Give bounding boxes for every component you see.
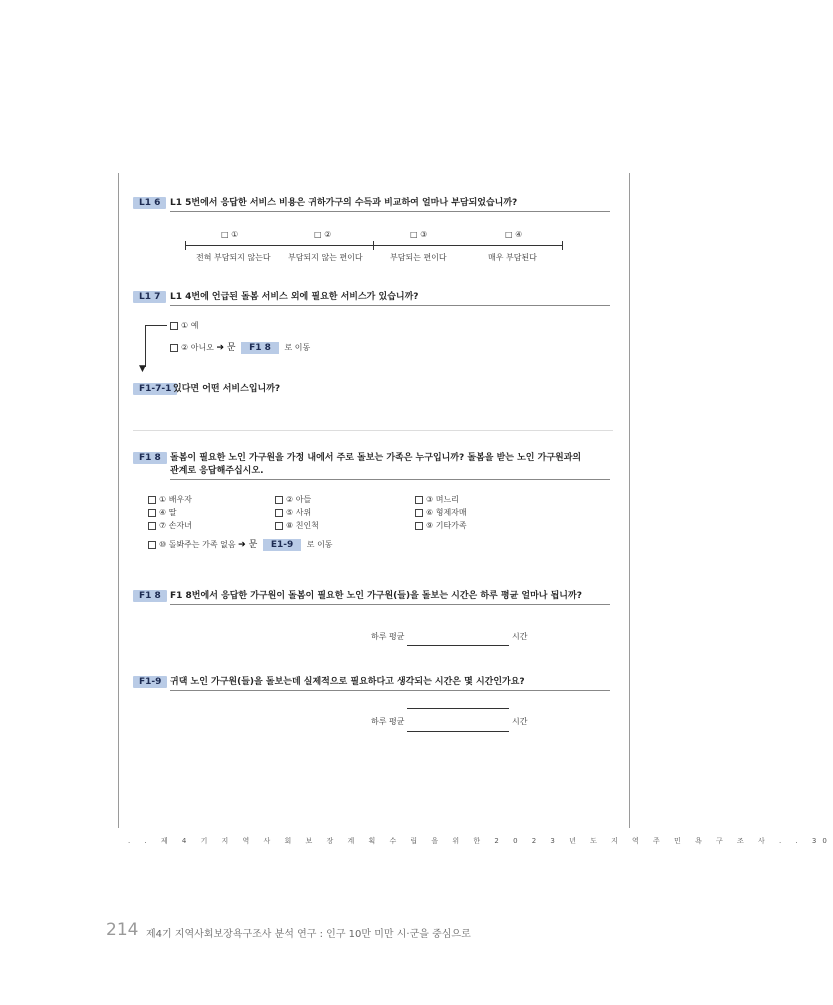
hours-suffix: 시간: [512, 632, 528, 641]
branch-line: [145, 325, 167, 326]
family-option-7[interactable]: ⑦ 손자녀: [148, 520, 192, 531]
question-text-l1-7: L1 4번에 언급된 돌봄 서비스 외에 필요한 서비스가 있습니까?: [170, 292, 419, 302]
scale-line: [185, 245, 563, 246]
branch-line-vertical: [145, 325, 146, 367]
question-underline: [170, 305, 610, 306]
family-option-4[interactable]: ④ 딸: [148, 507, 176, 518]
scale-tick: [562, 241, 563, 250]
arrow-right-icon: ➔ 문: [238, 540, 258, 550]
scale-option-3[interactable]: □ ③: [410, 230, 428, 239]
scale-option-1[interactable]: □ ①: [221, 230, 239, 239]
question-tag-f1-8b: F1 8: [133, 590, 167, 602]
question-tag-f1-7-1: F1-7-1: [133, 383, 177, 395]
inner-page-footer: . . 제 4 기 지 역 사 회 보 장 계 획 수 립 을 위 한 2 0 2 3 년 도 지 역 주 민 욕 구 조 사 . . 30: [128, 837, 833, 845]
needed-hours-prefix: 하루 평균: [371, 717, 405, 726]
branch-arrow-icon: ▼: [139, 364, 146, 374]
question-text-f1-8-line2: 관계로 응답해주십시오.: [170, 466, 264, 476]
question-underline: [170, 479, 610, 480]
scale-label-1: 전혀 부담되지 않는다: [196, 253, 271, 262]
question-underline: [170, 604, 610, 605]
scale-label-3: 부담되는 편이다: [390, 253, 447, 262]
family-option-6[interactable]: ⑥ 형제자매: [415, 507, 467, 518]
page-number: 214: [106, 920, 139, 940]
family-option-3[interactable]: ③ 며느리: [415, 494, 459, 505]
question-tag-f1-8: F1 8: [133, 452, 167, 464]
option-yes[interactable]: ① 예: [170, 320, 198, 331]
question-text-f1-8b: F1 8번에서 응답한 가구원이 돌봄이 필요한 노인 가구원(들)을 돌보는 시간은 하루 평균 얼마나 됩니까?: [170, 591, 582, 601]
option-no[interactable]: ② 아니오 ➔ 문 F1 8 로 이동: [170, 340, 310, 354]
scale-option-4[interactable]: □ ④: [505, 230, 523, 239]
family-option-2[interactable]: ② 아들: [275, 494, 311, 505]
needed-hours-input-line[interactable]: [407, 731, 509, 732]
family-option-5[interactable]: ⑤ 사위: [275, 507, 311, 518]
goto-tag: F1 8: [241, 342, 279, 354]
question-tag-l1-6: L1 6: [133, 197, 166, 209]
answer-space[interactable]: [133, 430, 613, 431]
arrow-right-icon: ➔ 문: [216, 343, 236, 353]
scale-label-2: 부담되지 않는 편이다: [288, 253, 363, 262]
question-text-l1-6: L1 5번에서 응답한 서비스 비용은 귀하가구의 수득과 비교하여 얼마나 부담되었습니까?: [170, 198, 518, 208]
question-tag-l1-7: L1 7: [133, 291, 166, 303]
question-text-f1-8-line1: 돌봄이 필요한 노인 가구원을 가정 내에서 주로 돌보는 가족은 누구입니까? 돌봄을 받는 노인 가구원과의: [170, 453, 582, 463]
scale-label-4: 매우 부담된다: [488, 253, 537, 262]
family-option-8[interactable]: ⑧ 친인척: [275, 520, 319, 531]
scale-option-2[interactable]: □ ②: [314, 230, 332, 239]
question-text-f1-7-1: 있다면 어떤 서비스입니까?: [173, 384, 281, 394]
scale-tick: [373, 241, 374, 250]
question-text-f1-9: 귀댁 노인 가구원(들)을 돌보는데 실제적으로 필요하다고 생각되는 시간은 몇 시간인가요?: [170, 677, 525, 687]
hours-input-line[interactable]: [407, 645, 509, 646]
hours-input-top-line: [407, 708, 509, 709]
family-option-9[interactable]: ⑨ 기타가족: [415, 520, 467, 531]
family-option-1[interactable]: ① 배우자: [148, 494, 192, 505]
question-tag-f1-9: F1-9: [133, 676, 167, 688]
family-option-none[interactable]: ⑩ 돌봐주는 가족 없음 ➔ 문 E1-9 로 이동: [148, 537, 333, 551]
question-underline: [170, 211, 610, 212]
goto-tag: E1-9: [263, 539, 301, 551]
scale-tick: [185, 241, 186, 250]
needed-hours-suffix: 시간: [512, 717, 528, 726]
running-head: 제4기 지역사회보장욕구조사 분석 연구 : 인구 10만 미만 시·군을 중심으로: [146, 929, 471, 940]
question-underline: [170, 690, 610, 691]
hours-prefix: 하루 평균: [371, 632, 405, 641]
questionnaire-page-frame: [118, 173, 630, 828]
